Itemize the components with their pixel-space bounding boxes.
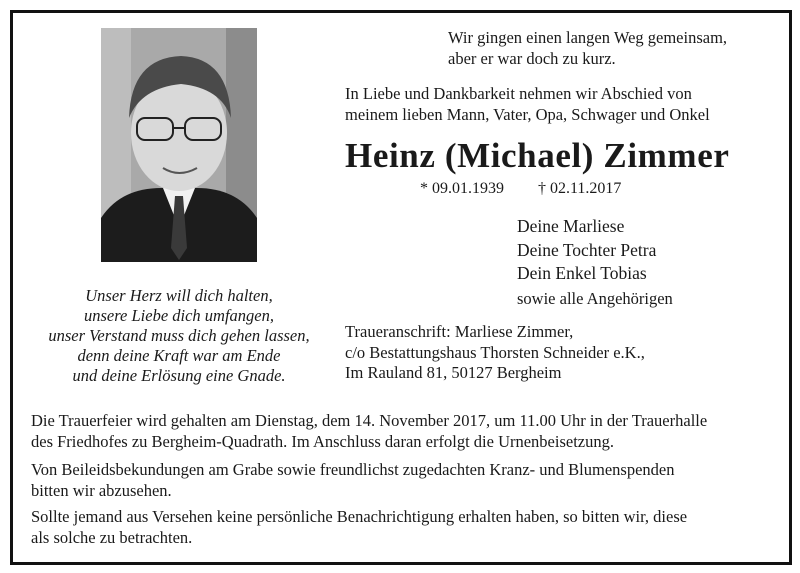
poem-line: denn deine Kraft war am Ende bbox=[77, 346, 281, 365]
deceased-name: Heinz (Michael) Zimmer bbox=[345, 136, 730, 175]
poem-line: unsere Liebe dich umfangen, bbox=[83, 306, 275, 325]
opening-quote bbox=[448, 27, 727, 69]
paragraph-line: des Friedhofes zu Bergheim-Quadrath. Im Anschluss daran erfolgt die Urnenbeisetzung. bbox=[31, 432, 614, 451]
death-date: † 02.11.2017 bbox=[538, 180, 622, 197]
paragraph-line: Sollte jemand aus Versehen keine persönliche Benachrichtigung erhalten haben, so bitten wir, diese bbox=[31, 507, 688, 526]
notification-paragraph bbox=[31, 506, 770, 548]
address-line: c/o Bestattungshaus Thorsten Schneider e.K., bbox=[345, 342, 645, 362]
family-member: Deine Marliese bbox=[517, 216, 625, 236]
family-member: Deine Tochter Petra bbox=[517, 239, 657, 260]
poem-line: und deine Erlösung eine Gnade. bbox=[72, 366, 286, 385]
paragraph-line: bitten wir abzusehen. bbox=[31, 481, 172, 500]
address-line: Im Rauland 81, 50127 Bergheim bbox=[345, 363, 562, 382]
paragraph-line: als solche zu betrachten. bbox=[31, 528, 193, 547]
mourning-address bbox=[345, 322, 645, 384]
quote-line: Wir gingen einen langen Weg gemeinsam, bbox=[448, 28, 728, 47]
intro-line: In Liebe und Dankbarkeit nehmen wir Abschied von bbox=[345, 84, 692, 103]
poem bbox=[20, 286, 338, 386]
condolence-paragraph bbox=[31, 459, 770, 501]
poem-line: Unser Herz will dich halten, bbox=[85, 286, 273, 305]
intro-text bbox=[345, 83, 769, 125]
family-list bbox=[517, 215, 673, 310]
family-member: sowie alle Angehörigen bbox=[517, 288, 673, 308]
paragraph-line: Von Beileidsbekundungen am Grabe sowie freundlichst zugedachten Kranz- und Blumenspenden bbox=[31, 460, 675, 479]
intro-line: meinem lieben Mann, Vater, Opa, Schwager und Onkel bbox=[345, 105, 710, 124]
family-member: Dein Enkel Tobias bbox=[517, 263, 647, 283]
poem-line: unser Verstand muss dich gehen lassen, bbox=[48, 326, 310, 345]
funeral-info-paragraph bbox=[31, 410, 770, 452]
birth-date: * 09.01.1939 bbox=[420, 180, 504, 197]
portrait-photo-icon bbox=[101, 28, 257, 262]
quote-line: aber er war doch zu kurz. bbox=[448, 49, 616, 68]
paragraph-line: Die Trauerfeier wird gehalten am Dienstag, dem 14. November 2017, um 11.00 Uhr in der Trauerhalle bbox=[31, 411, 708, 430]
address-line: Traueranschrift: Marliese Zimmer, bbox=[345, 322, 574, 341]
